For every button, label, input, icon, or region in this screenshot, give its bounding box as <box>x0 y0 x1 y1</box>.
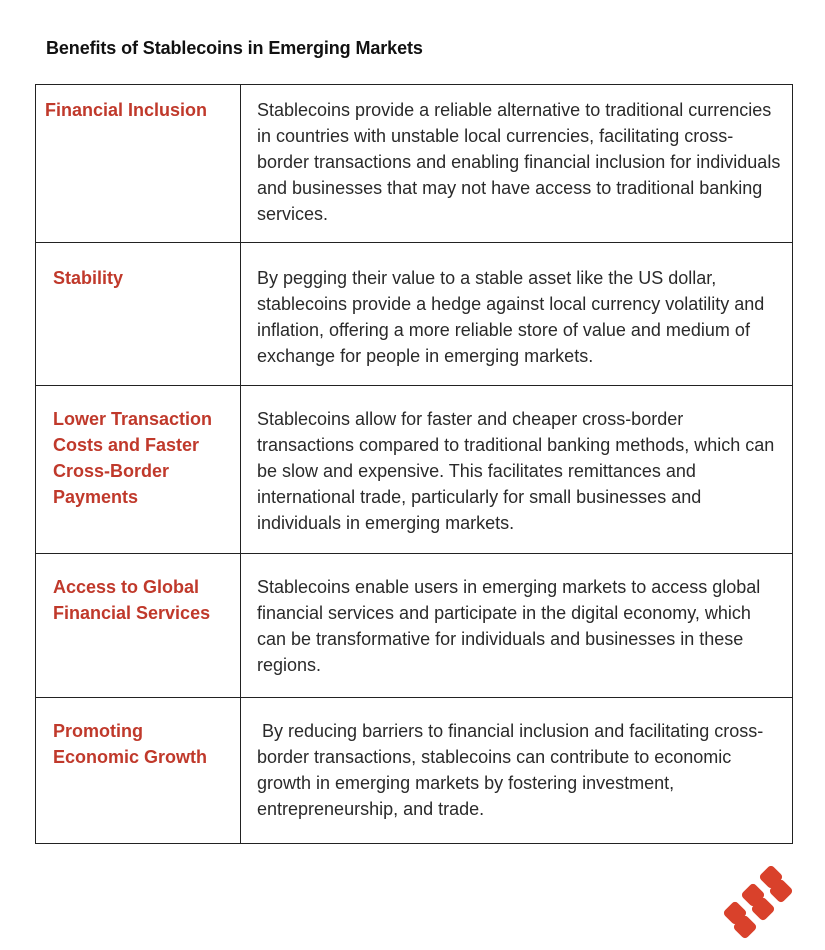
table-row <box>36 85 793 243</box>
benefit-title: Promoting Economic Growth <box>53 721 208 767</box>
benefit-description: Stablecoins provide a reliable alternative to traditional currencies in countries with unstable local currencies, facilitating cross-border transactions and enabling financial inclusion for individuals and businesses that may not have access to traditional banking services. <box>257 100 781 224</box>
benefit-label-cell <box>36 386 241 554</box>
table-row <box>36 243 793 386</box>
benefit-description: By pegging their value to a stable asset like the US dollar, stablecoins provide a hedge against local currency volatility and inflation, offering a more reliable store of value and medium of exchange for people in emerging markets. <box>257 268 765 366</box>
page-title: Benefits of Stablecoins in Emerging Markets <box>46 38 423 58</box>
benefit-label-cell <box>36 554 241 698</box>
benefit-description-cell <box>241 243 793 386</box>
table-row <box>36 698 793 844</box>
benefit-title: Financial Inclusion <box>45 100 208 120</box>
benefit-title: Access to Global Financial Services <box>53 577 211 623</box>
benefit-label-cell <box>36 698 241 844</box>
benefit-description-cell <box>241 386 793 554</box>
benefit-description: Stablecoins enable users in emerging markets to access global financial services and participate in the digital economy, which can be transformative for individuals and businesses in these regions. <box>257 577 761 675</box>
benefit-description-cell <box>241 554 793 698</box>
benefit-description: Stablecoins allow for faster and cheaper cross-border transactions compared to traditional banking methods, which can be slow and expensive. This facilitates remittances and international trade, particularly for small businesses and individuals in emerging markets. <box>257 409 775 533</box>
brand-logo-icon <box>718 866 794 942</box>
benefit-description-cell <box>241 85 793 243</box>
benefit-title: Stability <box>53 268 124 288</box>
benefit-description: By reducing barriers to financial inclusion and facilitating cross-border transactions, stablecoins can contribute to economic growth in emerging markets by fostering investment, entrepreneurship, and trade. <box>257 721 764 819</box>
benefit-title: Lower Transaction Costs and Faster Cross-Border Payments <box>53 409 213 507</box>
benefit-label-cell <box>36 85 241 243</box>
table-row <box>36 554 793 698</box>
table-row <box>36 386 793 554</box>
benefit-label-cell <box>36 243 241 386</box>
benefits-table <box>35 84 793 844</box>
benefit-description-cell <box>241 698 793 844</box>
